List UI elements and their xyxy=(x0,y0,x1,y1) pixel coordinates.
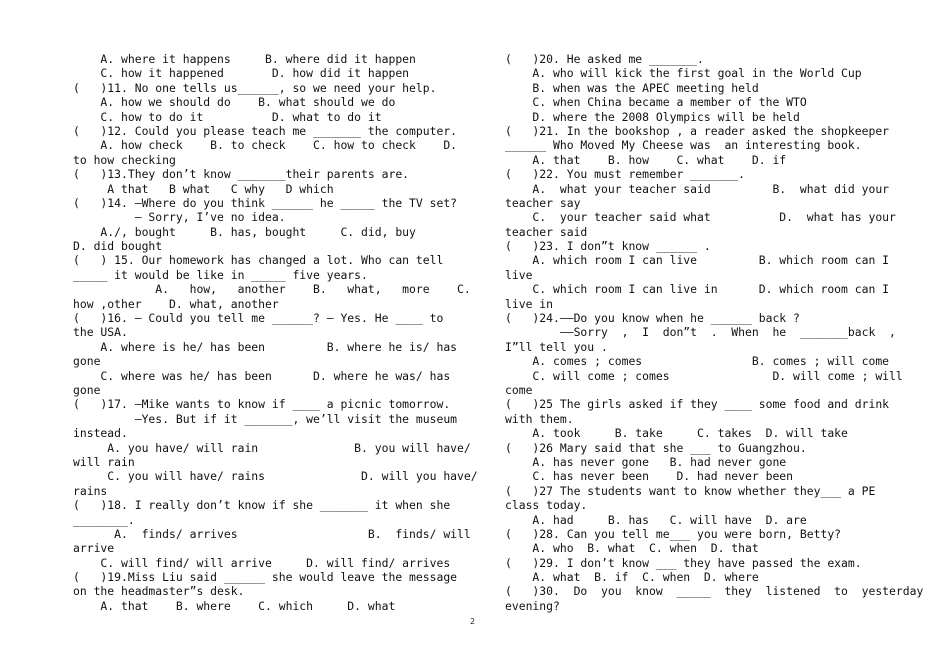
text-line: C. your teacher said what D. what has your xyxy=(505,210,896,225)
right-column xyxy=(505,52,924,613)
text-line: teacher say xyxy=(505,195,581,210)
text-line: the USA. xyxy=(73,325,128,340)
text-line: ( )16. — Could you tell me ______? — Yes. He ____ to xyxy=(73,311,444,326)
text-line: A. took B. take C. takes D. will take xyxy=(505,426,848,441)
text-line: ( )17. —Mike wants to know if ____ a picnic tomorrow. xyxy=(73,397,451,412)
text-line: ( )22. You must remember _______. xyxy=(505,167,746,182)
text-line: arrive xyxy=(73,541,115,556)
text-line: C. will find/ will arrive D. will find/ arrives xyxy=(73,555,451,570)
text-line: A. who will kick the first goal in the World Cup xyxy=(505,66,862,81)
text-line: A. who B. what C. when D. that xyxy=(505,541,759,556)
text-line: will rain xyxy=(73,454,135,469)
text-line: C. which room I can live in D. which room can I xyxy=(505,282,890,297)
text-line: A. you have/ will rain B. you will have/ xyxy=(73,440,471,455)
text-line: _____ it would be like in _____ five years. xyxy=(73,267,368,282)
text-line: ( )14. —Where do you think ______ he _____ the TV set? xyxy=(73,195,458,210)
text-line: teacher said xyxy=(505,224,588,239)
text-line: ________. xyxy=(73,512,135,527)
text-line: — Sorry, I’ve no idea. xyxy=(73,210,286,225)
text-line: D. did bought xyxy=(73,239,163,254)
text-line: D. where the 2008 Olympics will be held xyxy=(505,109,800,124)
text-line: ( )11. No one tells us______, so we need your help. xyxy=(73,80,437,95)
text-line: C. when China became a member of the WTO xyxy=(505,95,807,110)
text-line: on the headmaster”s desk. xyxy=(73,584,245,599)
text-line: C. where was he/ has been D. where he was/ has xyxy=(73,368,451,383)
text-line: A. which room I can live B. which room can I xyxy=(505,253,890,268)
text-line: C. how it happened D. how did it happen xyxy=(73,66,410,81)
text-line: I”ll tell you . xyxy=(505,339,608,354)
text-line: ( )28. Can you tell me___ you were born, Betty? xyxy=(505,526,842,541)
text-line: ______ Who Moved My Cheese was an interesting book. xyxy=(505,138,862,153)
text-line: C. you will have/ rains D. will you have/ xyxy=(73,469,478,484)
text-line: ( )12. Could you please teach me _______ the computer. xyxy=(73,123,458,138)
text-line: C. has never been D. had never been xyxy=(505,469,794,484)
text-line: A. has never gone B. had never gone xyxy=(505,454,787,469)
left-column xyxy=(73,52,478,613)
text-line: —Yes. But if it _______, we’ll visit the museum xyxy=(73,411,458,426)
text-line: ( )24.——Do you know when he ______ back ? xyxy=(505,311,800,326)
text-line: A. where is he/ has been B. where he is/ has xyxy=(73,339,458,354)
text-line: ( )27 The students want to know whether they___ a PE xyxy=(505,483,876,498)
text-line: instead. xyxy=(73,426,128,441)
text-line: A. what B. if C. when D. where xyxy=(505,570,759,585)
text-line: ( )25 The girls asked if they ____ some food and drink xyxy=(505,397,890,412)
text-line: gone xyxy=(73,382,101,397)
text-line: A. how we should do B. what should we do xyxy=(73,95,396,110)
text-line: ( )23. I don”t know ______ . xyxy=(505,239,711,254)
text-line: live in xyxy=(505,296,554,311)
text-line: A. how check B. to check C. how to check D. xyxy=(73,138,458,153)
text-line: A. that B. how C. what D. if xyxy=(505,152,787,167)
text-line: ( )30. Do you know _____ they listened to yesterday xyxy=(505,584,924,599)
text-line: how ,other D. what, another xyxy=(73,296,279,311)
page-number: 2 xyxy=(470,617,476,626)
text-line: ( ) 15. Our homework has changed a lot. Who can tell xyxy=(73,253,444,268)
text-line: ( )19.Miss Liu said ______ she would leave the message xyxy=(73,570,458,585)
text-line: A. what your teacher said B. what did your xyxy=(505,181,890,196)
text-line: C. how to do it D. what to do it xyxy=(73,109,382,124)
text-line: ( )29. I don’t know ___ they have passed the exam. xyxy=(505,555,862,570)
text-line: ( )26 Mary said that she ___ to Guangzhou. xyxy=(505,440,807,455)
text-line: come xyxy=(505,382,533,397)
text-line: gone xyxy=(73,354,101,369)
text-line: ( )13.They don’t know _______their parents are. xyxy=(73,167,410,182)
text-line: evening? xyxy=(505,598,560,613)
text-line: A. how, another B. what, more C. xyxy=(73,282,471,297)
text-line: A. that B. where C. which D. what xyxy=(73,598,396,613)
text-line: A that B what C why D which xyxy=(73,181,334,196)
text-line: ( )21. In the bookshop , a reader asked the shopkeeper xyxy=(505,123,890,138)
text-line: A./, bought B. has, bought C. did, buy xyxy=(73,224,416,239)
text-line: ( )20. He asked me _______. xyxy=(505,52,704,66)
text-line: B. when was the APEC meeting held xyxy=(505,80,759,95)
text-line: A. finds/ arrives B. finds/ will xyxy=(73,526,471,541)
text-line: to how checking xyxy=(73,152,176,167)
text-line: with them. xyxy=(505,411,574,426)
text-line: A. had B. has C. will have D. are xyxy=(505,512,807,527)
text-line: A. comes ; comes B. comes ; will come xyxy=(505,354,890,369)
text-line: A. where it happens B. where did it happen xyxy=(73,52,416,66)
text-line: live xyxy=(505,267,533,282)
text-line: ( )18. I really don’t know if she _______ it when she xyxy=(73,498,451,513)
text-line: class today. xyxy=(505,498,588,513)
text-line: C. will come ; comes D. will come ; will xyxy=(505,368,903,383)
text-line: rains xyxy=(73,483,108,498)
text-line: ——Sorry , I don”t . When he _______back , xyxy=(505,325,896,340)
